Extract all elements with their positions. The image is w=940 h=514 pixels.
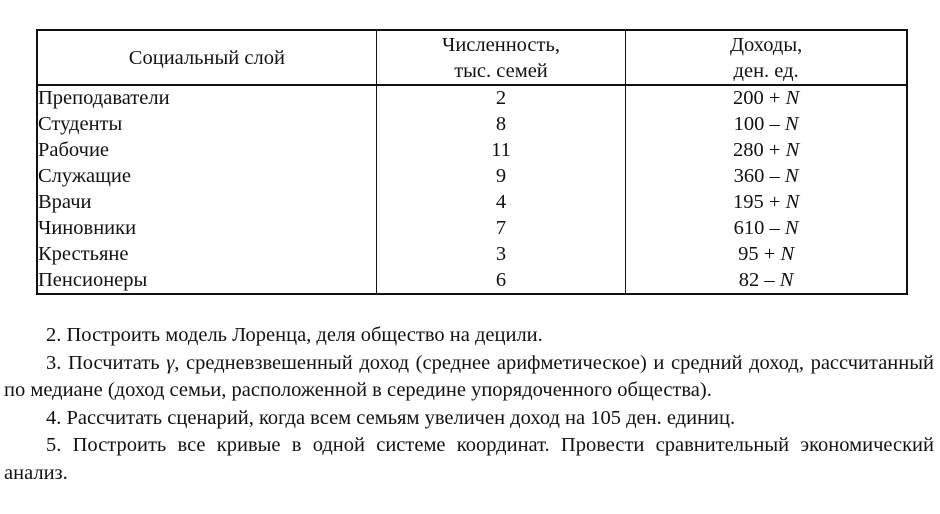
income-base: 200 +: [733, 87, 786, 110]
header-social-layer-label: Социальный слой: [128, 46, 285, 69]
cell-count: 2: [376, 85, 626, 112]
cell-income: [626, 85, 907, 112]
task-5: 5. Построить все кривые в одной системе координат. Провести сравнительный экономический анализ.: [4, 434, 934, 484]
cell-count: 8: [376, 112, 626, 138]
income-variable: N: [784, 216, 799, 239]
income-variable: N: [785, 87, 800, 110]
table-row: [37, 190, 907, 216]
cell-income: [626, 164, 907, 190]
income-variable: N: [779, 268, 794, 291]
cell-layer: Рабочие: [37, 138, 376, 164]
header-income-line2: ден. ед.: [733, 59, 799, 82]
income-base: 280 +: [733, 139, 786, 162]
header-income-line1: Доходы,: [730, 33, 803, 56]
cell-count: 11: [376, 138, 626, 164]
cell-count: 6: [376, 267, 626, 294]
income-variable: N: [785, 191, 800, 213]
income-base: 195 +: [733, 191, 786, 213]
cell-income: [626, 112, 907, 138]
table-row: [37, 85, 907, 112]
income-base: 610 –: [733, 216, 785, 239]
task-list: [4, 322, 934, 487]
income-variable: N: [784, 113, 799, 136]
income-base: 360 –: [733, 165, 785, 188]
cell-count: 9: [376, 164, 626, 190]
task-2: 2. Построить модель Лоренца, деля общество на децили.: [46, 324, 543, 346]
table-row: [37, 112, 907, 138]
income-variable: N: [785, 139, 800, 162]
income-variable: N: [784, 165, 799, 188]
gamma-symbol: γ: [166, 351, 175, 374]
table-header-row: [37, 30, 907, 85]
task-3: [4, 350, 934, 405]
cell-income: [626, 215, 907, 241]
income-base: 100 –: [733, 113, 785, 136]
cell-layer: Студенты: [37, 112, 376, 138]
table-row: [37, 164, 907, 190]
cell-layer: Крестьяне: [37, 241, 376, 267]
income-variable: N: [780, 242, 795, 265]
cell-count: 7: [376, 215, 626, 241]
header-income: [626, 30, 907, 85]
cell-income: [626, 241, 907, 267]
cell-count: 3: [376, 241, 626, 267]
header-social-layer: [37, 30, 376, 85]
cell-layer: Служащие: [37, 164, 376, 190]
header-count-line2: тыс. семей: [454, 59, 548, 82]
task-4: 4. Рассчитать сценарий, когда всем семьям увеличен доход на 105 ден. единиц.: [46, 406, 736, 429]
income-table: [36, 29, 908, 295]
cell-layer: Пенсионеры: [37, 267, 376, 294]
header-count: [376, 30, 626, 85]
cell-layer: Чиновники: [37, 215, 376, 241]
header-count-line1: Численность,: [442, 33, 560, 56]
table-row: [37, 138, 907, 164]
cell-income: [626, 267, 907, 294]
table-row: [37, 241, 907, 267]
table-row: [37, 267, 907, 294]
cell-layer: Преподаватели: [37, 85, 376, 112]
cell-layer: Врачи: [37, 190, 376, 216]
task-3-prefix: 3. Посчитать: [46, 351, 167, 374]
cell-income: [626, 190, 907, 216]
cell-count: 4: [376, 190, 626, 216]
table-row: [37, 215, 907, 241]
income-base: 95 +: [738, 242, 781, 265]
income-base: 82 –: [738, 268, 780, 291]
task-3-text: , средневзвешенный доход (среднее арифметическое) и средний доход, рассчитанный по медиане (доход семьи, расположенной в середине упорядоченного общества).: [4, 351, 934, 401]
cell-income: [626, 138, 907, 164]
